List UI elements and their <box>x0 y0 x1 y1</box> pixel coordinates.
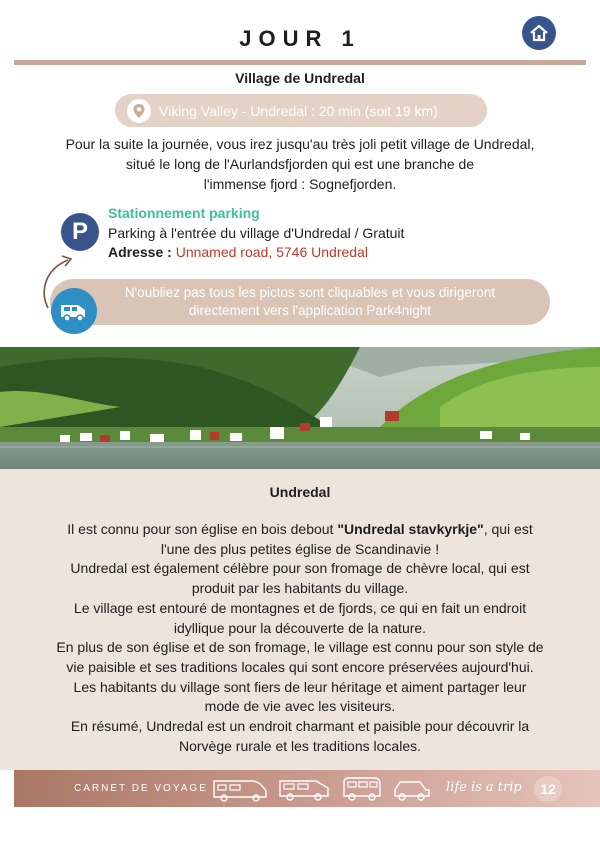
intro-line: situé le long de l'Aurlandsfjorden qui est une branche de <box>125 156 475 172</box>
camper-van-icon[interactable] <box>51 288 97 334</box>
motorhome-icon <box>212 775 272 803</box>
description-text <box>56 520 544 756</box>
footer-tagline: life is a trip <box>446 780 522 795</box>
car-icon <box>392 776 432 802</box>
route-pill[interactable] <box>115 94 487 127</box>
note-text <box>90 284 530 320</box>
van-icon <box>278 776 334 802</box>
description-paragraph: Le village est entouré de montagnes et de fjords, ce qui en fait un endroit idyllique pour la découverte de la nature. <box>73 599 527 636</box>
description-paragraph: Undredal est également célèbre pour son fromage de chèvre local, qui est produit par les habitants du village. <box>70 560 530 597</box>
parking-address <box>108 244 368 260</box>
page-number: 12 <box>534 776 562 802</box>
intro-line: Pour la suite la journée, vous irez jusqu'au très joli petit village de Undredal, <box>65 136 535 152</box>
vintage-van-icon <box>340 774 384 802</box>
intro-line: l'immense fjord : Sognefjorden. <box>203 176 397 192</box>
section-subtitle: Village de Undredal <box>235 70 365 86</box>
village-photo <box>0 347 600 469</box>
church-name: "Undredal stavkyrkje" <box>337 521 484 537</box>
map-pin-icon <box>127 99 151 123</box>
parking-title: Stationnement parking <box>108 205 260 221</box>
description-text-part: , qui est l'une des plus petites église de Scandinavie ! <box>160 521 533 557</box>
description-paragraph: En plus de son église et de son fromage, le village est connu pour son style de vie paisible et ses traditions locales qui sont encore préservées aujourd'hui. Les habitants du village sont fiers de leur héritage et aiment partager leur mode de vie avec les visiteurs. <box>56 639 544 715</box>
description-heading: Undredal <box>269 484 331 500</box>
home-button[interactable] <box>522 16 556 50</box>
route-text: Viking Valley - Undredal : 20 min (soit 19 km) <box>159 102 438 119</box>
parking-info: Parking à l'entrée du village d'Undredal / Gratuit <box>108 225 405 241</box>
note-pill <box>50 279 550 325</box>
intro-paragraph <box>40 134 560 194</box>
description-paragraph <box>56 520 544 559</box>
description-text-part: Il est connu pour son église en bois debout <box>67 521 338 537</box>
description-paragraph: En résumé, Undredal est un endroit charmant et paisible pour découvrir la Norvège rurale et les traditions locales. <box>70 718 530 754</box>
footer-label: CARNET DE VOYAGE <box>74 783 208 794</box>
page-title: JOUR 1 <box>239 26 361 51</box>
address-value: Unnamed road, 5746 Undredal <box>175 244 368 260</box>
note-line: directement vers l'application Park4night <box>189 303 431 318</box>
note-line: N'oubliez pas tous les pictos sont cliquables et vous dirigeront <box>124 285 496 300</box>
header-divider <box>14 60 586 65</box>
home-icon <box>529 23 549 43</box>
footer-bar <box>14 770 600 807</box>
parking-icon[interactable]: P <box>61 213 99 251</box>
address-label: Adresse : <box>108 244 172 260</box>
